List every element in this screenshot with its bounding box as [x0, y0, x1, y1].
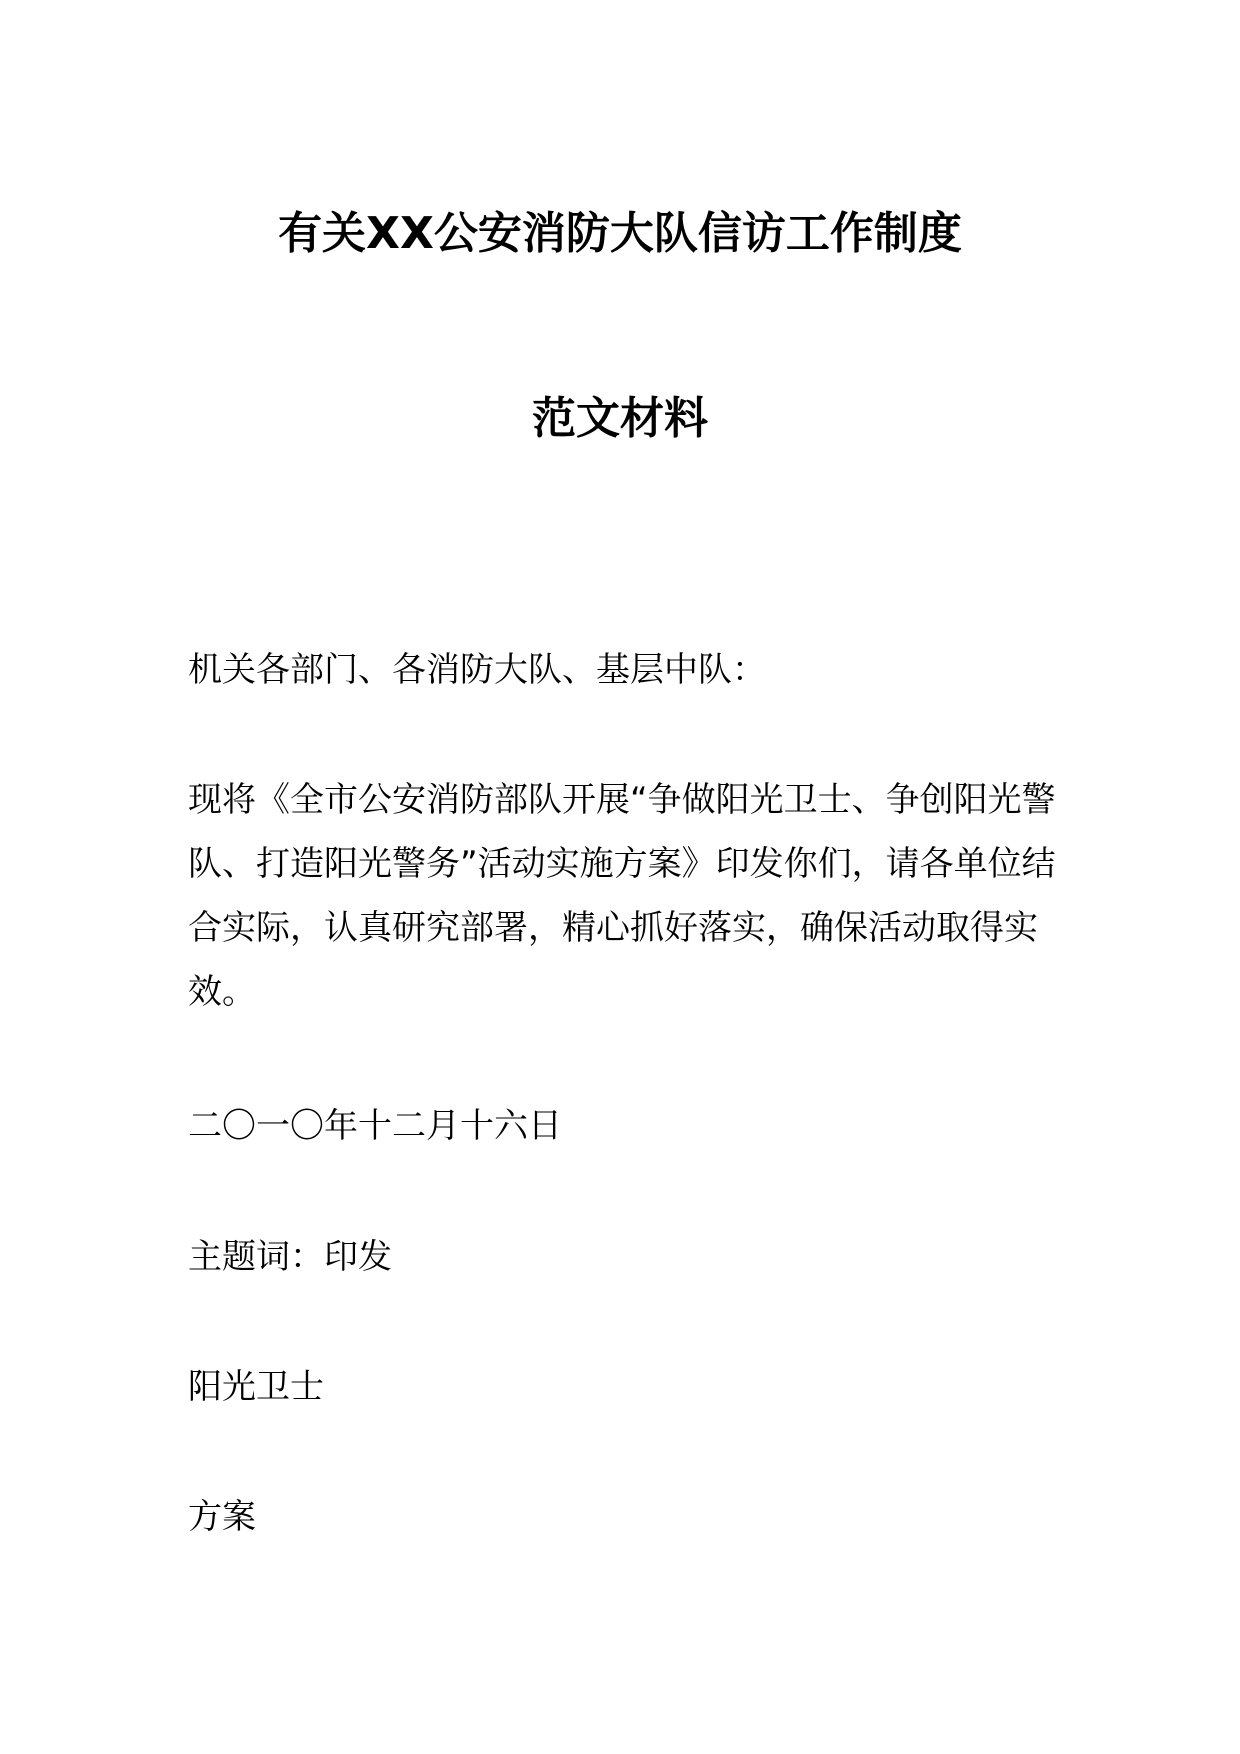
keyword-item: 方案 — [188, 1497, 256, 1537]
salutation: 机关各部门、各消防大队、基层中队： — [188, 650, 766, 690]
keywords-label: 主题词：印发 — [188, 1237, 392, 1277]
body-paragraph: 现将《全市公安消防部队开展“争做阳光卫士、争创阳光警队、打造阳光警务”活动实施方案》印发你们，请各单位结合实际，认真研究部署，精心抓好落实，确保活动取得实效。 — [188, 780, 1056, 1012]
issue-date: 二〇一〇年十二月十六日 — [188, 1106, 562, 1146]
document-title-line2: 范文材料 — [532, 393, 708, 444]
keyword-item: 阳光卫士 — [188, 1367, 324, 1407]
document-title-line1: 有关XX公安消防大队信访工作制度 — [278, 208, 962, 259]
